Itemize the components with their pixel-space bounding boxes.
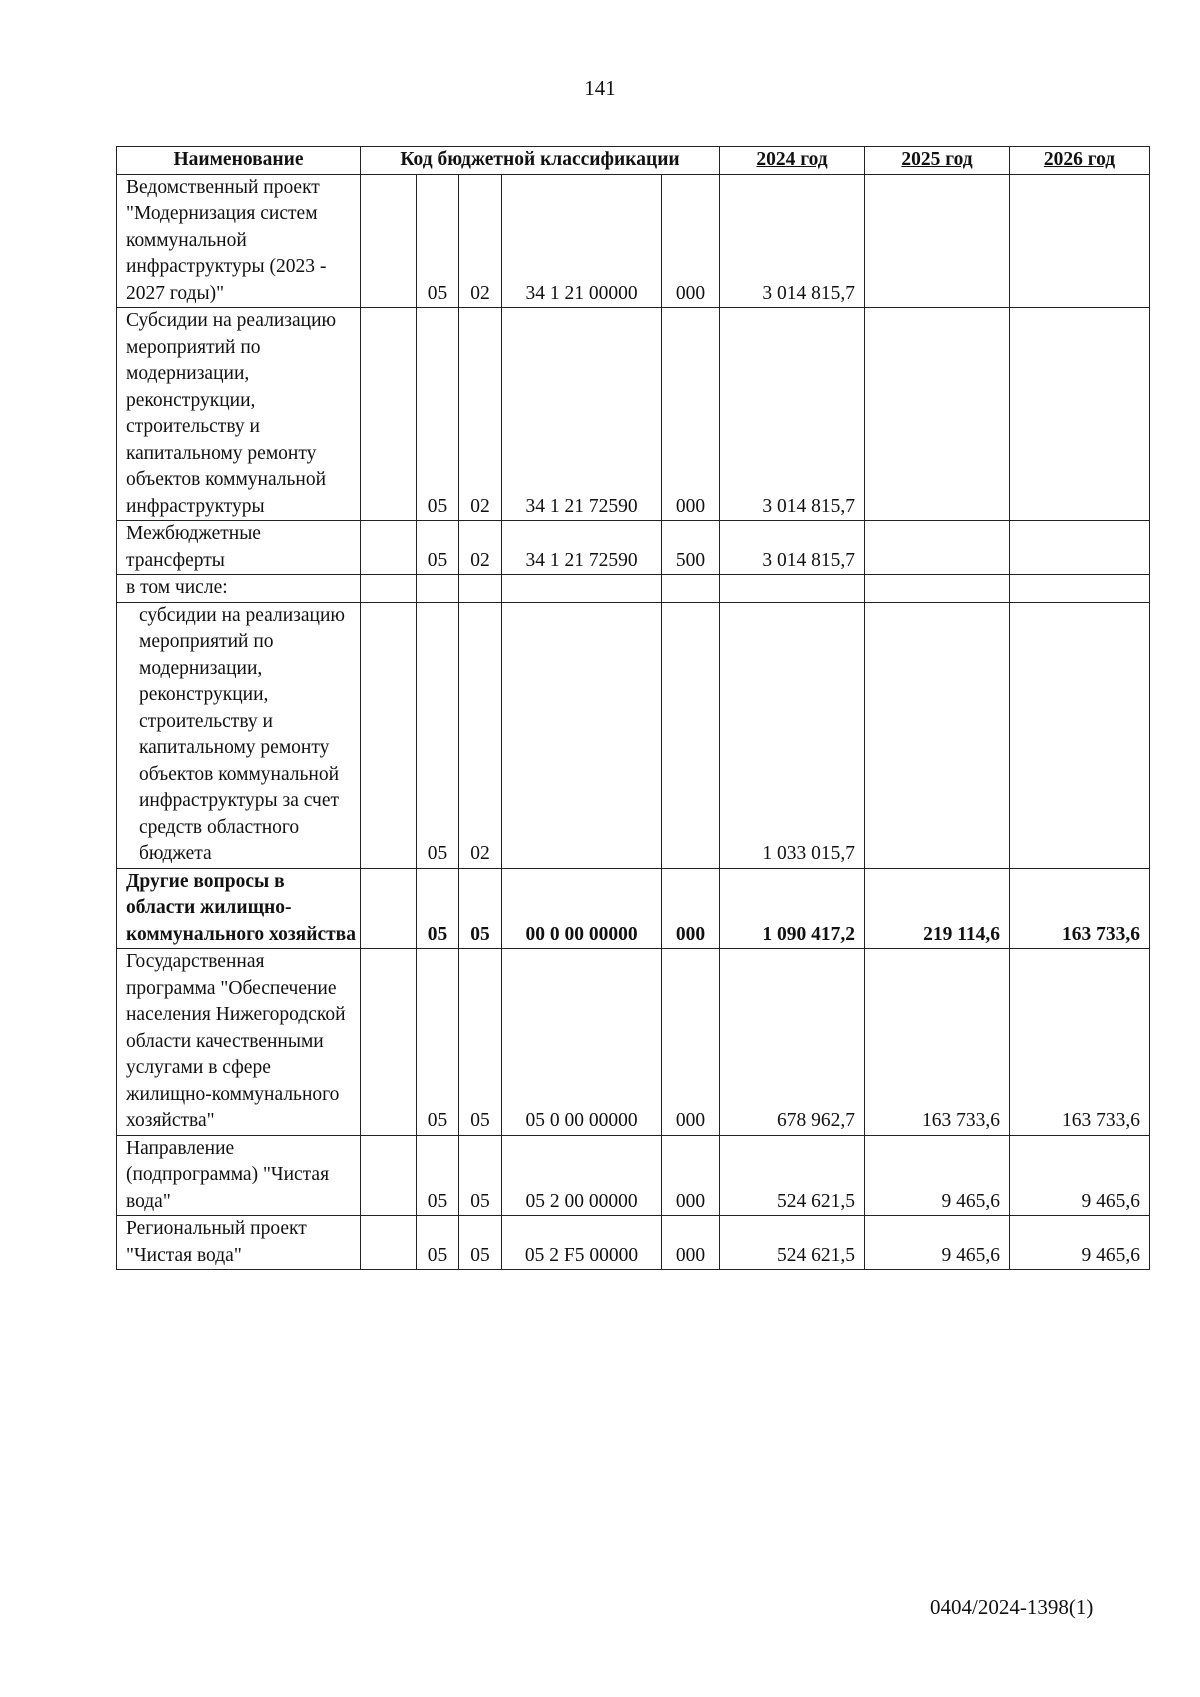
header-2024: 2024 год bbox=[720, 147, 865, 175]
cell-name: Субсидии на реализацию мероприятий по модернизации, реконструкции, строительству и капитальному ремонту объектов коммунальной инфраструктуры bbox=[117, 308, 361, 521]
cell-target-article: 00 0 00 00000 bbox=[502, 868, 662, 949]
cell-name: Межбюджетные трансферты bbox=[117, 521, 361, 575]
budget-table bbox=[116, 146, 1150, 1270]
cell-expense-type: 000 bbox=[662, 308, 720, 521]
table-body bbox=[117, 174, 1150, 1270]
cell-2024: 524 621,5 bbox=[720, 1135, 865, 1216]
cell-target-article: 05 0 00 00000 bbox=[502, 949, 662, 1136]
cell-2024: 1 033 015,7 bbox=[720, 602, 865, 868]
cell-target-article: 05 2 00 00000 bbox=[502, 1135, 662, 1216]
cell-razdel: 05 bbox=[417, 602, 459, 868]
table-row bbox=[117, 575, 1150, 603]
cell-name: в том числе: bbox=[117, 575, 361, 603]
cell-2025: 9 465,6 bbox=[865, 1216, 1010, 1270]
cell-2026 bbox=[1010, 308, 1150, 521]
cell-expense-type bbox=[662, 575, 720, 603]
cell-razdel: 05 bbox=[417, 308, 459, 521]
cell-name: Государственная программа "Обеспечение населения Нижегородской области качественными услугами в сфере жилищно-коммунального хозяйства" bbox=[117, 949, 361, 1136]
cell-podrazdel: 05 bbox=[459, 1216, 502, 1270]
cell-blank bbox=[361, 1135, 417, 1216]
cell-2024 bbox=[720, 575, 865, 603]
cell-name: Региональный проект "Чистая вода" bbox=[117, 1216, 361, 1270]
cell-blank bbox=[361, 949, 417, 1136]
cell-2026: 9 465,6 bbox=[1010, 1135, 1150, 1216]
header-code: Код бюджетной классификации bbox=[361, 147, 720, 175]
table-row bbox=[117, 521, 1150, 575]
page-number: 141 bbox=[584, 76, 616, 100]
cell-blank bbox=[361, 308, 417, 521]
cell-podrazdel bbox=[459, 575, 502, 603]
cell-expense-type: 000 bbox=[662, 949, 720, 1136]
table-row bbox=[117, 308, 1150, 521]
cell-blank bbox=[361, 174, 417, 308]
cell-2026: 163 733,6 bbox=[1010, 868, 1150, 949]
cell-blank bbox=[361, 521, 417, 575]
cell-target-article: 34 1 21 72590 bbox=[502, 308, 662, 521]
table-row bbox=[117, 1216, 1150, 1270]
cell-target-article bbox=[502, 602, 662, 868]
cell-blank bbox=[361, 575, 417, 603]
cell-2024: 678 962,7 bbox=[720, 949, 865, 1136]
cell-2024: 3 014 815,7 bbox=[720, 174, 865, 308]
cell-razdel: 05 bbox=[417, 949, 459, 1136]
cell-expense-type bbox=[662, 602, 720, 868]
cell-2024: 3 014 815,7 bbox=[720, 308, 865, 521]
cell-blank bbox=[361, 602, 417, 868]
cell-expense-type: 500 bbox=[662, 521, 720, 575]
cell-podrazdel: 02 bbox=[459, 602, 502, 868]
cell-razdel: 05 bbox=[417, 1135, 459, 1216]
cell-razdel: 05 bbox=[417, 1216, 459, 1270]
header-name: Наименование bbox=[117, 147, 361, 175]
table-row bbox=[117, 949, 1150, 1136]
cell-2025 bbox=[865, 308, 1010, 521]
cell-2026 bbox=[1010, 174, 1150, 308]
cell-2026 bbox=[1010, 575, 1150, 603]
cell-2026 bbox=[1010, 521, 1150, 575]
cell-razdel: 05 bbox=[417, 868, 459, 949]
cell-2026: 163 733,6 bbox=[1010, 949, 1150, 1136]
cell-2025 bbox=[865, 602, 1010, 868]
cell-expense-type: 000 bbox=[662, 174, 720, 308]
cell-razdel bbox=[417, 575, 459, 603]
cell-expense-type: 000 bbox=[662, 1216, 720, 1270]
table-row bbox=[117, 174, 1150, 308]
table-row bbox=[117, 602, 1150, 868]
cell-blank bbox=[361, 1216, 417, 1270]
cell-name: субсидии на реализацию мероприятий по модернизации, реконструкции, строительству и капитальному ремонту объектов коммунальной инфраструктуры за счет средств областного бюджета bbox=[117, 602, 361, 868]
cell-podrazdel: 02 bbox=[459, 308, 502, 521]
cell-2025: 163 733,6 bbox=[865, 949, 1010, 1136]
table-row bbox=[117, 1135, 1150, 1216]
table-header-row bbox=[117, 147, 1150, 175]
header-2026: 2026 год bbox=[1010, 147, 1150, 175]
cell-2024: 3 014 815,7 bbox=[720, 521, 865, 575]
cell-name: Другие вопросы в области жилищно-коммунального хозяйства bbox=[117, 868, 361, 949]
cell-target-article: 34 1 21 72590 bbox=[502, 521, 662, 575]
cell-2025 bbox=[865, 174, 1010, 308]
cell-2025: 9 465,6 bbox=[865, 1135, 1010, 1216]
cell-target-article bbox=[502, 575, 662, 603]
cell-podrazdel: 02 bbox=[459, 174, 502, 308]
cell-2025 bbox=[865, 575, 1010, 603]
document-code: 0404/2024-1398(1) bbox=[930, 1595, 1094, 1619]
cell-2024: 524 621,5 bbox=[720, 1216, 865, 1270]
cell-2025 bbox=[865, 521, 1010, 575]
table-row bbox=[117, 868, 1150, 949]
cell-podrazdel: 05 bbox=[459, 949, 502, 1136]
cell-name: Ведомственный проект "Модернизация систем коммунальной инфраструктуры (2023 - 2027 годы)" bbox=[117, 174, 361, 308]
cell-razdel: 05 bbox=[417, 521, 459, 575]
cell-podrazdel: 02 bbox=[459, 521, 502, 575]
cell-target-article: 34 1 21 00000 bbox=[502, 174, 662, 308]
cell-podrazdel: 05 bbox=[459, 868, 502, 949]
header-2025: 2025 год bbox=[865, 147, 1010, 175]
cell-razdel: 05 bbox=[417, 174, 459, 308]
cell-name: Направление (подпрограмма) "Чистая вода" bbox=[117, 1135, 361, 1216]
cell-2026: 9 465,6 bbox=[1010, 1216, 1150, 1270]
cell-target-article: 05 2 F5 00000 bbox=[502, 1216, 662, 1270]
cell-2025: 219 114,6 bbox=[865, 868, 1010, 949]
cell-2026 bbox=[1010, 602, 1150, 868]
cell-blank bbox=[361, 868, 417, 949]
cell-podrazdel: 05 bbox=[459, 1135, 502, 1216]
cell-2024: 1 090 417,2 bbox=[720, 868, 865, 949]
cell-expense-type: 000 bbox=[662, 868, 720, 949]
cell-expense-type: 000 bbox=[662, 1135, 720, 1216]
